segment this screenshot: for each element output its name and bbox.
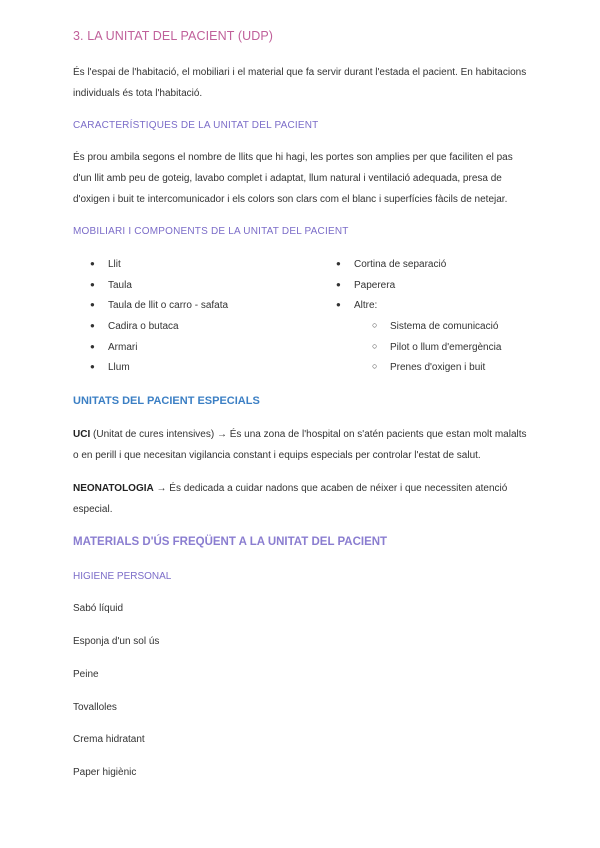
material-item: Sabó líquid bbox=[73, 603, 124, 614]
circle-bullet-icon: ○ bbox=[372, 341, 378, 351]
list-item: ● Taula de llit o carro - safata bbox=[90, 300, 229, 311]
uci-paragraph: UCI (Unitat de cures intensives) → És una zona de l'hospital on s'atén pacients que estan molt malalts o en perill i que necesitan vigilancia constant i equips especials per controlar l'estat de salut. bbox=[73, 429, 527, 461]
bullet-icon: ● bbox=[336, 280, 341, 289]
circle-bullet-icon: ○ bbox=[372, 320, 378, 330]
neonatology-paragraph: NEONATOLOGIA → És dedicada a cuidar nadons que acaben de néixer i que necessiten atenció especial. bbox=[73, 483, 508, 515]
list-item: ● Armari bbox=[90, 342, 138, 353]
bullet-icon: ● bbox=[336, 300, 341, 309]
materials-heading: MATERIALS D'ÚS FREQÜENT A LA UNITAT DEL PACIENT bbox=[73, 536, 388, 548]
bullet-icon: ● bbox=[90, 342, 95, 351]
sub-list-item: ○ Prenes d'oxigen i buit bbox=[372, 361, 486, 373]
material-item: Peine bbox=[73, 669, 99, 680]
characteristics-paragraph: És prou ambila segons el nombre de llits que hi hagi, les portes son amplies per que faciliten el pas d'un llit amb peu de goteig, lavabo complet i adaptat, llum natural i ventilació adequada, presa de d'oxigen i buit te intercomunicador i els colors son clars com el blanc i superfícies fàcils de netejar. bbox=[73, 152, 513, 205]
sub-list-item: ○ Pilot o llum d'emergència bbox=[372, 341, 502, 353]
list-item: ● Cortina de separació bbox=[336, 259, 447, 270]
characteristics-heading: CARACTERÍSTIQUES DE LA UNITAT DEL PACIENT bbox=[73, 120, 319, 131]
list-item: ● Cadira o butaca bbox=[90, 321, 179, 332]
list-item: ● Paperera bbox=[336, 280, 396, 291]
bullet-icon: ● bbox=[90, 280, 95, 289]
bullet-icon: ● bbox=[90, 321, 95, 330]
uci-term: UCI bbox=[73, 429, 91, 440]
neonatology-term: NEONATOLOGIA bbox=[73, 483, 154, 494]
hygiene-heading: HIGIENE PERSONAL bbox=[73, 571, 172, 582]
intro-paragraph: És l'espai de l'habitació, el mobiliari i el material que fa servir durant l'estada el pacient. En habitacions individuals és tota l'habitació. bbox=[73, 67, 527, 99]
bullet-icon: ● bbox=[90, 362, 95, 371]
list-item: ● Llum bbox=[90, 362, 130, 373]
special-units-heading: UNITATS DEL PACIENT ESPECIALS bbox=[73, 395, 260, 407]
list-item: ● Llit bbox=[90, 259, 121, 270]
material-item: Tovalloles bbox=[73, 702, 117, 713]
furniture-heading: MOBILIARI I COMPONENTS DE LA UNITAT DEL PACIENT bbox=[73, 226, 349, 237]
list-item: ● Altre: bbox=[336, 300, 378, 311]
material-item: Esponja d'un sol ús bbox=[73, 636, 160, 647]
page-title: 3. LA UNITAT DEL PACIENT (UDP) bbox=[73, 29, 274, 43]
bullet-icon: ● bbox=[90, 300, 95, 309]
list-item: ● Taula bbox=[90, 280, 132, 291]
sub-list-item: ○ Sistema de comunicació bbox=[372, 320, 499, 332]
bullet-icon: ● bbox=[336, 259, 341, 268]
material-item: Crema hidratant bbox=[73, 734, 145, 745]
circle-bullet-icon: ○ bbox=[372, 361, 378, 371]
material-item: Paper higiènic bbox=[73, 767, 137, 778]
bullet-icon: ● bbox=[90, 259, 95, 268]
